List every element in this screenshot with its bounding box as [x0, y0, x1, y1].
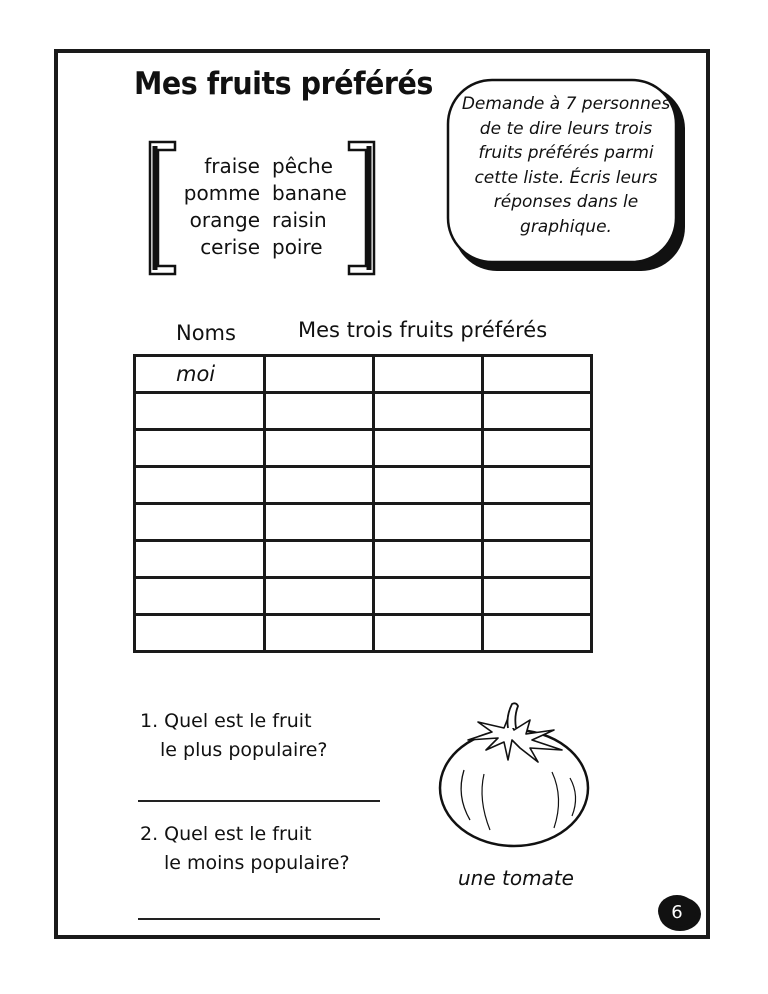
word-list-item: poire	[272, 235, 323, 259]
answer-line-2[interactable]	[138, 918, 380, 920]
fruit-cell[interactable]	[265, 356, 374, 393]
names-column-header: Noms	[176, 321, 236, 345]
page-number-badge	[655, 892, 703, 932]
name-cell[interactable]	[135, 541, 265, 578]
table-row	[135, 467, 592, 504]
word-list-item: cerise	[200, 235, 260, 259]
fruit-cell[interactable]	[265, 504, 374, 541]
table-row	[135, 541, 592, 578]
image-caption: une tomate	[458, 866, 574, 890]
word-list-item: pomme	[183, 181, 260, 205]
page-number: 6	[671, 902, 683, 923]
fruit-cell[interactable]	[265, 578, 374, 615]
word-list-item: banane	[272, 181, 347, 205]
name-cell[interactable]	[135, 504, 265, 541]
question-2-line-1: 2. Quel est le fruit	[140, 823, 312, 845]
table-row	[135, 615, 592, 652]
fruit-cell[interactable]	[483, 504, 592, 541]
question-2	[140, 820, 350, 878]
fruit-cell[interactable]	[483, 430, 592, 467]
first-row-name: moi	[176, 362, 216, 386]
fruit-cell[interactable]	[265, 393, 374, 430]
fruits-column-header: Mes trois fruits préférés	[298, 318, 548, 342]
fruit-cell[interactable]	[265, 430, 374, 467]
fruit-cell[interactable]	[483, 356, 592, 393]
fruit-cell[interactable]	[483, 578, 592, 615]
word-list-item: orange	[189, 208, 260, 232]
table-row	[135, 430, 592, 467]
name-cell[interactable]	[135, 578, 265, 615]
question-1-line-1: 1. Quel est le fruit	[140, 710, 312, 732]
word-list-item: raisin	[272, 208, 327, 232]
name-cell[interactable]	[135, 393, 265, 430]
fruit-cell[interactable]	[374, 356, 483, 393]
table-row	[135, 356, 592, 393]
fruit-cell[interactable]	[483, 393, 592, 430]
fruit-cell[interactable]	[374, 430, 483, 467]
name-cell[interactable]	[135, 356, 265, 393]
name-cell[interactable]	[135, 467, 265, 504]
fruit-cell[interactable]	[483, 615, 592, 652]
fruit-cell[interactable]	[374, 393, 483, 430]
table-row	[135, 504, 592, 541]
tomato-icon	[434, 700, 594, 850]
question-2-line-2: le moins populaire?	[164, 852, 350, 874]
fruit-cell[interactable]	[374, 578, 483, 615]
fruit-cell[interactable]	[265, 467, 374, 504]
table-row	[135, 578, 592, 615]
question-1-line-2: le plus populaire?	[160, 739, 328, 761]
fruit-cell[interactable]	[483, 467, 592, 504]
question-1	[140, 707, 327, 765]
fruit-word-list	[176, 153, 360, 261]
fruit-cell[interactable]	[374, 504, 483, 541]
table-row	[135, 393, 592, 430]
name-cell[interactable]	[135, 430, 265, 467]
fruit-cell[interactable]	[374, 467, 483, 504]
fruit-cell[interactable]	[374, 615, 483, 652]
word-list-item: pêche	[272, 154, 333, 178]
word-list-item: fraise	[204, 154, 260, 178]
answer-line-1[interactable]	[138, 800, 380, 802]
fruit-cell[interactable]	[265, 615, 374, 652]
fruit-cell[interactable]	[374, 541, 483, 578]
instruction-text: Demande à 7 personnes de te dire leurs trois fruits préférés parmi cette liste. Écris leurs réponses dans le graphique.	[461, 94, 671, 237]
page-title: Mes fruits préférés	[134, 66, 433, 102]
fruit-cell[interactable]	[265, 541, 374, 578]
survey-table	[133, 354, 593, 653]
name-cell[interactable]	[135, 615, 265, 652]
fruit-cell[interactable]	[483, 541, 592, 578]
